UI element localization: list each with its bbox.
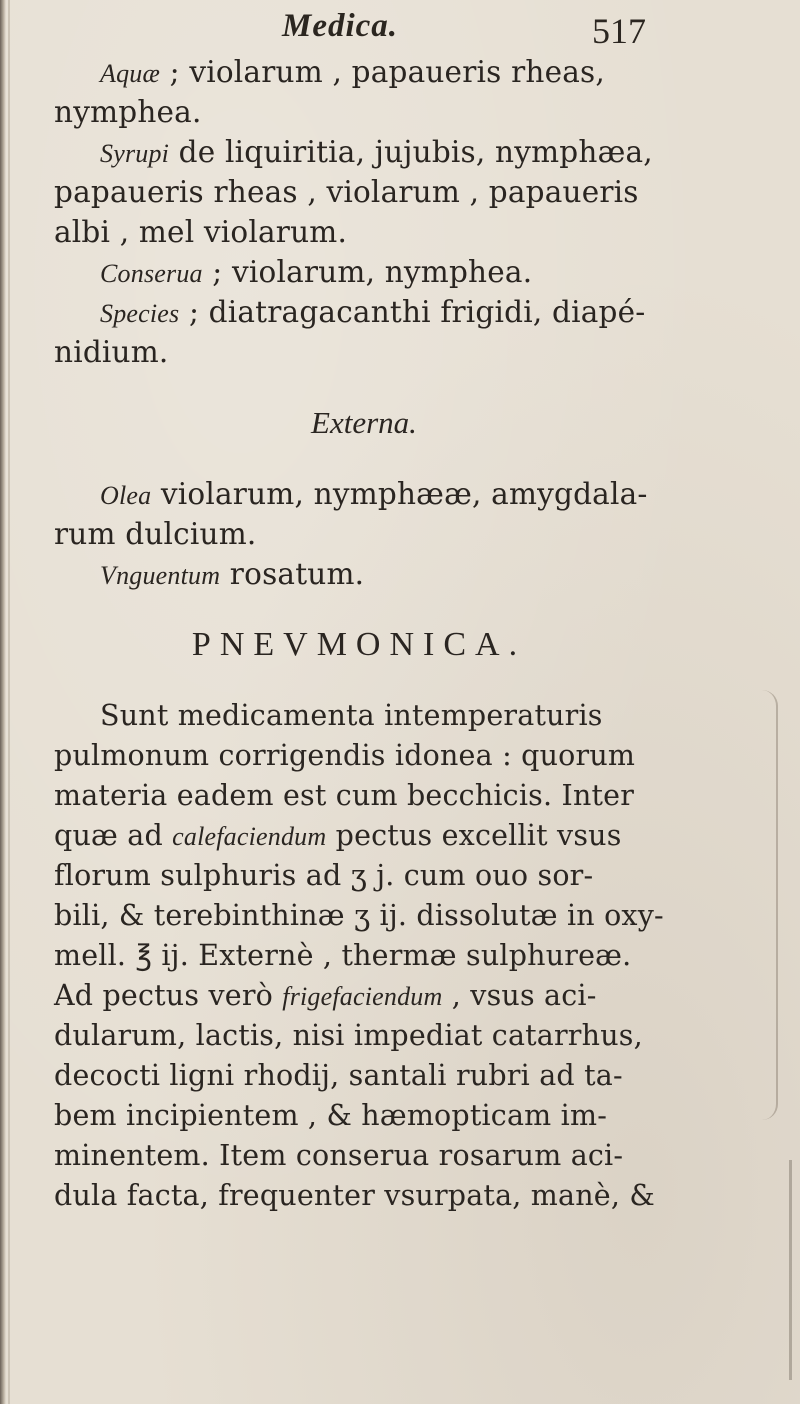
line-text: Ad pectus verò	[54, 979, 283, 1012]
page-number: 517	[592, 11, 646, 51]
text-line	[54, 736, 734, 776]
line-label: Syrupi	[100, 139, 170, 168]
text-line	[54, 976, 734, 1016]
line-text: , vsus aci-	[442, 979, 597, 1012]
running-head: Medica.	[282, 8, 399, 44]
line-text: bili, & terebinthinæ ʒ ij. dissolutæ in oxy-	[54, 899, 664, 932]
line-label: Species	[100, 299, 180, 328]
margin-bracket-mark	[762, 690, 778, 1120]
margin-edge-mark	[789, 1160, 792, 1380]
page-binding-edge	[0, 0, 6, 1404]
line-text: florum sulphuris ad ʒ j. cum ouo sor-	[54, 859, 594, 892]
spacer	[54, 452, 734, 474]
line-text: quæ ad	[54, 819, 173, 852]
line-text: albi , mel violarum.	[54, 215, 348, 249]
text-line	[54, 896, 734, 936]
text-line	[54, 696, 734, 736]
text-line	[54, 856, 734, 896]
line-label: Olea	[100, 481, 152, 510]
page-header	[0, 8, 800, 54]
text-line	[54, 332, 734, 372]
page-binding-line	[8, 0, 10, 1404]
line-text: bem incipientem , & hæmopticam im-	[54, 1099, 608, 1132]
text-line	[54, 514, 734, 554]
page-body	[54, 52, 734, 1216]
section-title: PNEVMONICA.	[191, 626, 527, 663]
spacer	[54, 594, 734, 616]
line-label: frigefaciendum	[282, 982, 443, 1011]
text-line	[54, 52, 734, 92]
line-text: minentem. Item conserua rosarum aci-	[54, 1139, 624, 1172]
text-line	[54, 212, 734, 252]
line-text: de liquiritia, jujubis, nymphæa,	[169, 135, 653, 169]
spacer	[54, 674, 734, 696]
text-line	[54, 936, 734, 976]
line-text: pectus excellit vsus	[326, 819, 622, 852]
line-text: decocti ligni rhodij, santali rubri ad ta-	[54, 1059, 623, 1092]
text-line	[54, 292, 734, 332]
line-text: mell. ℥ ij. Externè , thermæ sulphureæ.	[54, 939, 632, 972]
line-text: Sunt medicamenta intemperaturis	[100, 699, 603, 732]
line-text: dula facta, frequenter vsurpata, manè, &	[54, 1179, 655, 1212]
line-label: Vnguentum	[100, 561, 221, 590]
text-line	[54, 92, 734, 132]
text-line	[54, 1096, 734, 1136]
text-line	[54, 1136, 734, 1176]
text-line	[54, 132, 734, 172]
line-text: ; diatragacanthi frigidi, diapé-	[179, 295, 646, 329]
line-text: dularum, lactis, nisi impediat catarrhus,	[54, 1019, 643, 1052]
text-line	[54, 776, 734, 816]
line-text: materia eadem est cum becchicis. Inter	[54, 779, 635, 812]
text-line	[54, 474, 734, 514]
line-text: papaueris rheas , violarum , papaueris	[54, 175, 639, 209]
externa-heading: Externa.	[311, 405, 417, 440]
line-text: ; violarum, nymphea.	[202, 255, 533, 289]
line-label: Aquæ	[100, 59, 161, 88]
spacer	[54, 372, 734, 394]
text-line	[54, 1056, 734, 1096]
line-text: rosatum.	[220, 557, 365, 591]
line-label: calefaciendum	[172, 822, 327, 851]
line-text: nymphea.	[54, 95, 202, 129]
line-text: ; violarum , papaueris rheas,	[160, 55, 605, 89]
line-text: violarum, nymphææ, amygdala-	[151, 477, 648, 511]
text-line	[54, 172, 734, 212]
text-line	[54, 554, 734, 594]
text-line	[54, 1176, 734, 1216]
line-text: pulmonum corrigendis idonea : quorum	[54, 739, 636, 772]
line-text: nidium.	[54, 335, 169, 369]
text-line	[54, 816, 734, 856]
line-label: Conserua	[100, 259, 203, 288]
text-line	[54, 1016, 734, 1056]
line-text: rum dulcium.	[54, 517, 257, 551]
text-line	[54, 252, 734, 292]
